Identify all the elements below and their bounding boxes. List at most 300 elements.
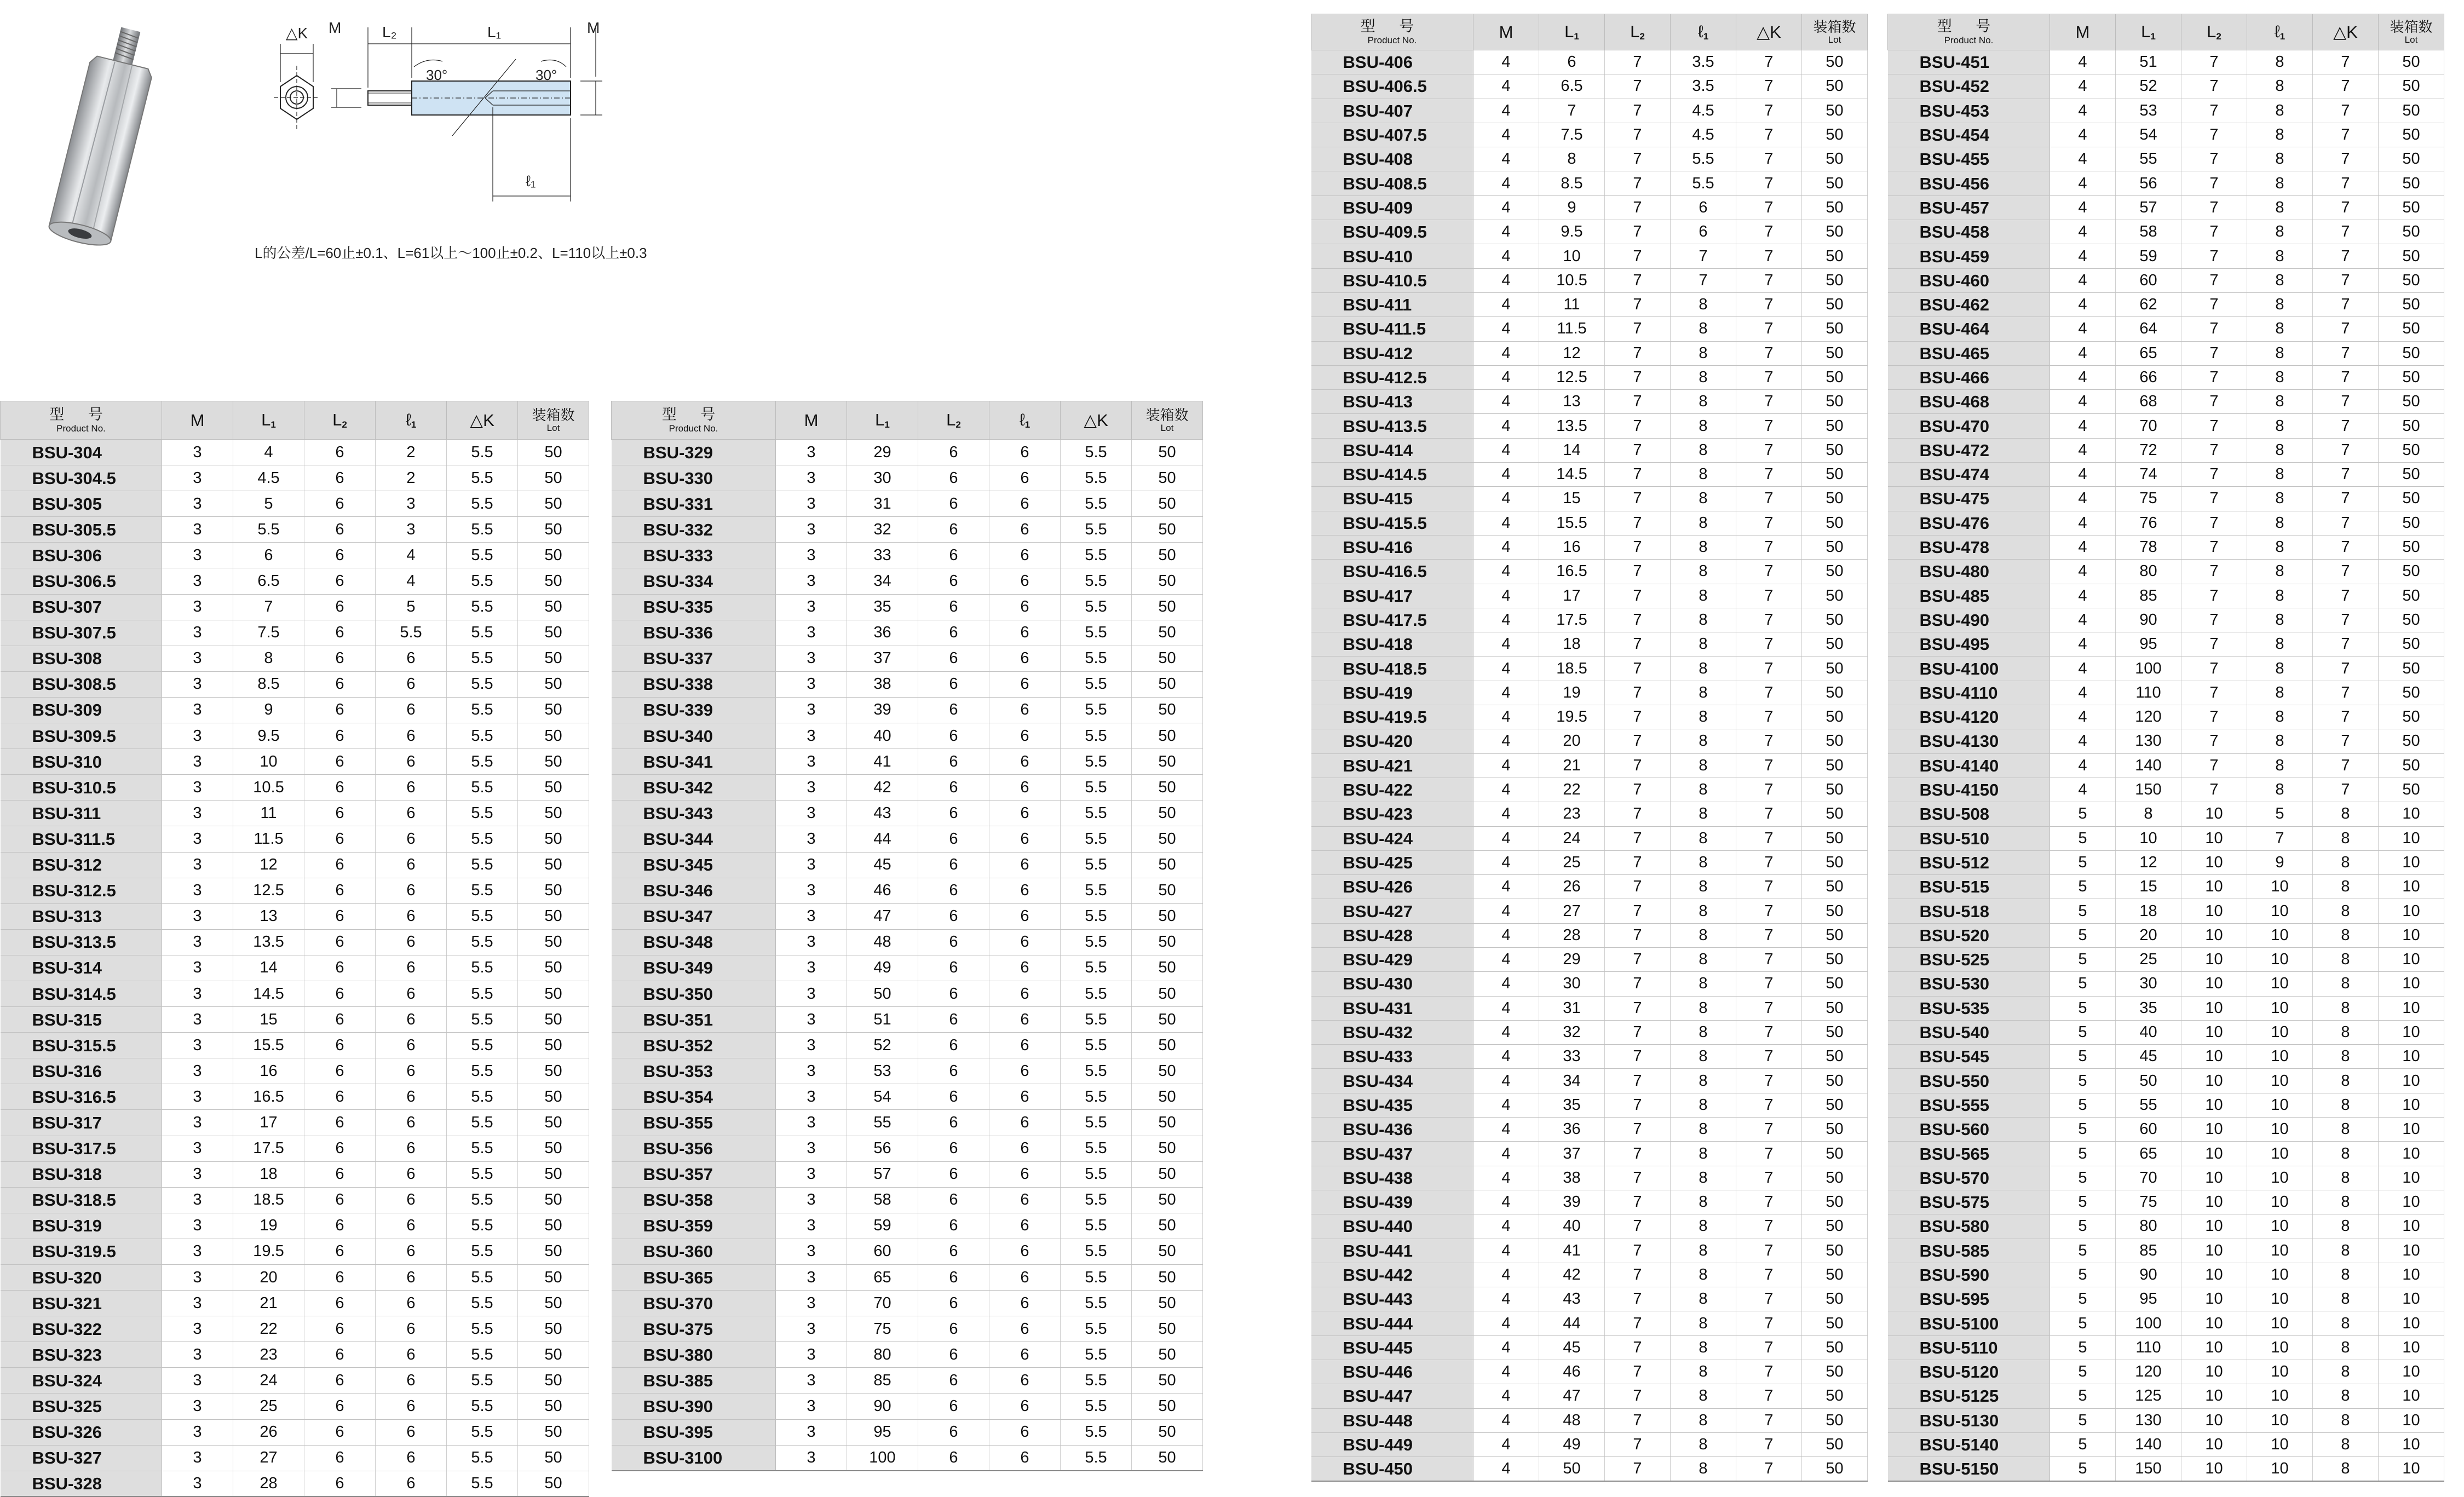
cell-product-no: BSU-334: [612, 568, 776, 594]
cell-product-no: BSU-351: [612, 1007, 776, 1033]
cell-l2: 6: [304, 1136, 376, 1161]
cell-product-no: BSU-307.5: [1, 620, 162, 646]
cell-k: 5.5: [447, 801, 518, 826]
cell-l2: 7: [2181, 463, 2247, 487]
cell-l2: 7: [1605, 487, 1671, 511]
table-row: [612, 697, 1203, 723]
cell-k: 7: [1736, 947, 1802, 971]
cell-l1: 50: [2116, 1069, 2181, 1093]
cell-ell1: 6: [376, 1187, 447, 1213]
cell-lot: 50: [518, 1213, 589, 1239]
header-lot: 装箱数 Lot: [518, 401, 589, 440]
cell-lot: 50: [1802, 705, 1868, 729]
cell-m: 4: [1473, 195, 1539, 220]
cell-l2: 10: [2181, 1263, 2247, 1287]
cell-m: 5: [2050, 1166, 2116, 1190]
cell-l2: 6: [304, 903, 376, 929]
cell-ell1: 10: [2247, 1360, 2313, 1384]
cell-l1: 33: [847, 543, 918, 568]
cell-l2: 7: [1605, 875, 1671, 899]
cell-k: 5.5: [1061, 465, 1132, 491]
cell-l2: 6: [304, 1110, 376, 1136]
cell-l1: 140: [2116, 1432, 2181, 1456]
cell-ell1: 6: [989, 1239, 1061, 1264]
cell-l1: 38: [847, 671, 918, 697]
cell-l1: 25: [1539, 850, 1605, 874]
cell-product-no: BSU-410: [1311, 244, 1473, 268]
table-row: [612, 1084, 1203, 1110]
cell-l1: 43: [1539, 1287, 1605, 1311]
label-k: △K: [286, 25, 308, 42]
cell-lot: 50: [518, 1136, 589, 1161]
cell-ell1: 8: [2247, 729, 2313, 753]
cell-lot: 50: [1132, 981, 1203, 1006]
cell-lot: 50: [2379, 560, 2444, 584]
table-row: [1311, 1239, 1868, 1263]
cell-m: 4: [2050, 463, 2116, 487]
cell-k: 5.5: [447, 1058, 518, 1084]
cell-l1: 100: [2116, 657, 2181, 681]
cell-l2: 10: [2181, 802, 2247, 826]
cell-m: 3: [162, 1084, 233, 1110]
cell-product-no: BSU-525: [1888, 947, 2050, 971]
cell-ell1: 6: [989, 543, 1061, 568]
cell-l2: 7: [2181, 414, 2247, 438]
cell-m: 5: [2050, 1287, 2116, 1311]
cell-m: 3: [162, 981, 233, 1006]
table-row: [612, 465, 1203, 491]
cell-ell1: 10: [2247, 1432, 2313, 1456]
cell-lot: 50: [1132, 1136, 1203, 1161]
cell-k: 7: [1736, 317, 1802, 341]
cell-k: 5.5: [1061, 903, 1132, 929]
cell-ell1: 8: [1671, 875, 1736, 899]
cell-ell1: 6: [989, 903, 1061, 929]
cell-lot: 50: [1802, 1263, 1868, 1287]
cell-ell1: 8: [1671, 1408, 1736, 1432]
table-row: [1888, 996, 2444, 1020]
cell-ell1: 8: [1671, 414, 1736, 438]
cell-m: 3: [162, 491, 233, 517]
cell-ell1: 6: [376, 1342, 447, 1368]
cell-l1: 7.5: [1539, 123, 1605, 147]
cell-l2: 7: [2181, 74, 2247, 99]
cell-lot: 50: [518, 697, 589, 723]
cell-product-no: BSU-459: [1888, 244, 2050, 268]
cell-m: 5: [2050, 923, 2116, 947]
cell-l2: 6: [918, 878, 989, 903]
cell-m: 5: [2050, 1457, 2116, 1481]
header-l1: $L_1$: [233, 401, 304, 440]
cell-ell1: 8: [2247, 123, 2313, 147]
cell-l2: 7: [2181, 292, 2247, 316]
cell-ell1: 5: [2247, 802, 2313, 826]
cell-lot: 50: [1802, 123, 1868, 147]
cell-l1: 9.5: [1539, 220, 1605, 244]
cell-m: 3: [776, 878, 847, 903]
cell-product-no: BSU-443: [1311, 1287, 1473, 1311]
cell-ell1: 8: [1671, 778, 1736, 802]
cell-lot: 50: [1132, 543, 1203, 568]
cell-l2: 6: [304, 1239, 376, 1264]
product-photo: [44, 22, 164, 252]
cell-m: 4: [1473, 705, 1539, 729]
table-row: [1311, 1432, 1868, 1456]
cell-l1: 54: [847, 1084, 918, 1110]
cell-m: 4: [1473, 1190, 1539, 1214]
cell-product-no: BSU-395: [612, 1419, 776, 1445]
table-row: [1311, 850, 1868, 874]
cell-product-no: BSU-322: [1, 1316, 162, 1342]
cell-l1: 75: [2116, 487, 2181, 511]
cell-k: 5.5: [1061, 929, 1132, 955]
cell-l2: 7: [2181, 778, 2247, 802]
cell-ell1: 6: [376, 1136, 447, 1161]
cell-m: 3: [162, 723, 233, 749]
table-row: [612, 671, 1203, 697]
cell-m: 5: [2050, 1093, 2116, 1117]
table-row: [1888, 1118, 2444, 1142]
table-row: [612, 955, 1203, 981]
cell-m: 5: [2050, 996, 2116, 1020]
cell-ell1: 4.5: [1671, 99, 1736, 123]
table-row: [1888, 778, 2444, 802]
cell-k: 5.5: [1061, 981, 1132, 1006]
cell-product-no: BSU-319.5: [1, 1239, 162, 1264]
cell-l2: 7: [1605, 1142, 1671, 1166]
cell-l2: 10: [2181, 1093, 2247, 1117]
cell-m: 4: [1473, 511, 1539, 535]
cell-ell1: 2: [376, 440, 447, 465]
cell-l1: 57: [2116, 195, 2181, 220]
cell-k: 5.5: [447, 1213, 518, 1239]
cell-lot: 50: [1802, 947, 1868, 971]
cell-m: 5: [2050, 1069, 2116, 1093]
cell-product-no: BSU-426: [1311, 875, 1473, 899]
cell-m: 3: [776, 801, 847, 826]
cell-m: 3: [162, 1136, 233, 1161]
table-row: [1888, 244, 2444, 268]
cell-lot: 50: [2379, 414, 2444, 438]
cell-product-no: BSU-5140: [1888, 1432, 2050, 1456]
cell-k: 7: [2313, 171, 2379, 195]
cell-l1: 15.5: [1539, 511, 1605, 535]
cell-k: 8: [2313, 1020, 2379, 1044]
cell-l2: 10: [2181, 875, 2247, 899]
cell-lot: 50: [1802, 923, 1868, 947]
cell-l2: 10: [2181, 1335, 2247, 1360]
cell-lot: 50: [1802, 220, 1868, 244]
cell-l1: 15: [233, 1007, 304, 1033]
cell-lot: 10: [2379, 996, 2444, 1020]
table-row: [1888, 753, 2444, 778]
cell-k: 5.5: [1061, 1110, 1132, 1136]
cell-lot: 50: [1132, 1187, 1203, 1213]
cell-k: 5.5: [1061, 620, 1132, 646]
cell-l2: 6: [918, 1058, 989, 1084]
cell-l2: 6: [304, 1342, 376, 1368]
cell-l1: 120: [2116, 705, 2181, 729]
cell-product-no: BSU-470: [1888, 414, 2050, 438]
cell-l2: 10: [2181, 1020, 2247, 1044]
table-row: [1, 671, 589, 697]
cell-l2: 6: [918, 568, 989, 594]
cell-l2: 7: [1605, 365, 1671, 389]
cell-k: 8: [2313, 1093, 2379, 1117]
cell-l2: 7: [2181, 365, 2247, 389]
cell-k: 5.5: [1061, 723, 1132, 749]
cell-lot: 50: [518, 852, 589, 878]
cell-l1: 17.5: [1539, 608, 1605, 632]
cell-k: 5.5: [1061, 1058, 1132, 1084]
header-lot: 装箱数 Lot: [1132, 401, 1203, 440]
table-row: [1888, 1020, 2444, 1044]
cell-l1: 26: [1539, 875, 1605, 899]
cell-product-no: BSU-5130: [1888, 1408, 2050, 1432]
table-row: [1311, 947, 1868, 971]
table-row: [1888, 632, 2444, 657]
header-l2: $L_2$: [918, 401, 989, 440]
cell-l1: 51: [847, 1007, 918, 1033]
cell-k: 5.5: [447, 646, 518, 671]
cell-product-no: BSU-575: [1888, 1190, 2050, 1214]
cell-product-no: BSU-480: [1888, 560, 2050, 584]
cell-m: 3: [162, 775, 233, 801]
cell-l2: 7: [1605, 947, 1671, 971]
cell-k: 8: [2313, 1045, 2379, 1069]
cell-k: 7: [2313, 729, 2379, 753]
cell-l2: 7: [1605, 1045, 1671, 1069]
cell-l1: 60: [2116, 268, 2181, 292]
cell-lot: 50: [1802, 632, 1868, 657]
table-row: [1311, 996, 1868, 1020]
cell-ell1: 8: [2247, 268, 2313, 292]
table-row: [1888, 1384, 2444, 1408]
cell-lot: 50: [1132, 491, 1203, 517]
cell-product-no: BSU-311: [1, 801, 162, 826]
cell-product-no: BSU-495: [1888, 632, 2050, 657]
cell-product-no: BSU-360: [612, 1239, 776, 1264]
table-row: [1311, 463, 1868, 487]
cell-m: 3: [776, 1394, 847, 1419]
cell-l1: 90: [847, 1394, 918, 1419]
table-row: [1311, 681, 1868, 705]
cell-lot: 50: [518, 620, 589, 646]
cell-m: 5: [2050, 1311, 2116, 1335]
cell-ell1: 4: [376, 568, 447, 594]
cell-product-no: BSU-429: [1311, 947, 1473, 971]
cell-m: 4: [1473, 1239, 1539, 1263]
table-row: [1, 801, 589, 826]
cell-k: 7: [1736, 972, 1802, 996]
cell-m: 4: [1473, 1457, 1539, 1481]
cell-l1: 30: [2116, 972, 2181, 996]
cell-product-no: BSU-338: [612, 671, 776, 697]
cell-m: 4: [2050, 244, 2116, 268]
cell-product-no: BSU-465: [1888, 341, 2050, 365]
cell-m: 4: [2050, 657, 2116, 681]
table-row: [1, 1291, 589, 1316]
cell-l2: 6: [918, 903, 989, 929]
table-header-row: [1311, 14, 1868, 50]
cell-ell1: 6: [989, 955, 1061, 981]
cell-lot: 10: [2379, 1457, 2444, 1481]
cell-product-no: BSU-354: [612, 1084, 776, 1110]
cell-k: 5.5: [1061, 749, 1132, 775]
cell-product-no: BSU-408: [1311, 147, 1473, 171]
cell-k: 7: [2313, 50, 2379, 74]
cell-ell1: 8: [2247, 657, 2313, 681]
cell-lot: 50: [1132, 671, 1203, 697]
table-row: [1888, 972, 2444, 996]
cell-l2: 7: [1605, 1360, 1671, 1384]
cell-m: 3: [776, 543, 847, 568]
cell-m: 4: [1473, 1263, 1539, 1287]
cell-k: 7: [1736, 996, 1802, 1020]
cell-ell1: 9: [2247, 850, 2313, 874]
cell-l2: 7: [1605, 414, 1671, 438]
cell-m: 3: [162, 1239, 233, 1264]
table-row: [1, 775, 589, 801]
table-row: [1888, 1214, 2444, 1239]
table-row: [1, 491, 589, 517]
cell-m: 3: [776, 1419, 847, 1445]
cell-l2: 10: [2181, 899, 2247, 923]
cell-ell1: 6: [989, 1419, 1061, 1445]
cell-k: 8: [2313, 1118, 2379, 1142]
cell-l2: 7: [1605, 99, 1671, 123]
cell-l2: 7: [1605, 972, 1671, 996]
cell-l1: 39: [1539, 1190, 1605, 1214]
cell-l2: 7: [2181, 560, 2247, 584]
cell-l2: 6: [918, 1007, 989, 1033]
cell-lot: 50: [518, 1265, 589, 1291]
cell-lot: 50: [2379, 317, 2444, 341]
cell-l1: 30: [1539, 972, 1605, 996]
cell-k: 8: [2313, 1360, 2379, 1384]
cell-ell1: 6: [376, 775, 447, 801]
label-l2: L₂: [382, 24, 397, 41]
cell-lot: 50: [1132, 1445, 1203, 1471]
cell-product-no: BSU-315.5: [1, 1033, 162, 1058]
cell-l1: 28: [1539, 923, 1605, 947]
cell-ell1: 6: [989, 749, 1061, 775]
cell-ell1: 10: [2247, 1457, 2313, 1481]
cell-product-no: BSU-413: [1311, 390, 1473, 414]
cell-m: 4: [1473, 1311, 1539, 1335]
cell-m: 4: [2050, 414, 2116, 438]
cell-l1: 38: [1539, 1166, 1605, 1190]
table-row: [1888, 923, 2444, 947]
cell-m: 4: [1473, 608, 1539, 632]
cell-l2: 7: [2181, 608, 2247, 632]
table-row: [1888, 875, 2444, 899]
spec-table-4: [1887, 14, 2444, 1482]
cell-lot: 50: [1802, 1020, 1868, 1044]
cell-m: 4: [1473, 292, 1539, 316]
cell-m: 3: [776, 1213, 847, 1239]
table-row: [1311, 1020, 1868, 1044]
cell-ell1: 6: [989, 491, 1061, 517]
cell-ell1: 6: [376, 1213, 447, 1239]
cell-m: 3: [776, 568, 847, 594]
cell-lot: 10: [2379, 1360, 2444, 1384]
cell-product-no: BSU-436: [1311, 1118, 1473, 1142]
cell-lot: 50: [518, 543, 589, 568]
cell-ell1: 8: [1671, 657, 1736, 681]
cell-m: 4: [2050, 560, 2116, 584]
table-row: [1888, 74, 2444, 99]
cell-lot: 50: [1802, 511, 1868, 535]
table-row: [1311, 657, 1868, 681]
cell-m: 3: [776, 440, 847, 465]
cell-l1: 48: [847, 929, 918, 955]
table-row: [1311, 50, 1868, 74]
table-row: [1311, 74, 1868, 99]
cell-l1: 37: [1539, 1142, 1605, 1166]
cell-k: 8: [2313, 826, 2379, 850]
cell-l1: 51: [2116, 50, 2181, 74]
cell-ell1: 6: [989, 826, 1061, 852]
cell-l2: 6: [304, 801, 376, 826]
cell-lot: 50: [1802, 802, 1868, 826]
cell-l2: 6: [304, 1394, 376, 1419]
cell-m: 3: [162, 671, 233, 697]
cell-l1: 44: [847, 826, 918, 852]
cell-lot: 50: [1802, 438, 1868, 462]
cell-lot: 10: [2379, 1142, 2444, 1166]
cell-product-no: BSU-313.5: [1, 929, 162, 955]
cell-l2: 7: [1605, 341, 1671, 365]
cell-l2: 6: [304, 1265, 376, 1291]
cell-m: 5: [2050, 1335, 2116, 1360]
cell-product-no: BSU-449: [1311, 1432, 1473, 1456]
cell-m: 3: [776, 852, 847, 878]
cell-lot: 50: [518, 1058, 589, 1084]
cell-l2: 6: [918, 1316, 989, 1342]
cell-ell1: 8: [1671, 584, 1736, 608]
cell-l1: 18.5: [233, 1187, 304, 1213]
cell-ell1: 10: [2247, 1384, 2313, 1408]
cell-l1: 40: [2116, 1020, 2181, 1044]
cell-m: 5: [2050, 1214, 2116, 1239]
cell-l1: 39: [847, 697, 918, 723]
table-row: [1, 465, 589, 491]
cell-l2: 6: [304, 1084, 376, 1110]
cell-k: 7: [1736, 1263, 1802, 1287]
header-l2: $L_2$: [1605, 14, 1671, 50]
cell-l2: 6: [918, 955, 989, 981]
cell-k: 7: [2313, 778, 2379, 802]
cell-product-no: BSU-324: [1, 1368, 162, 1394]
cell-m: 5: [2050, 1263, 2116, 1287]
cell-l2: 7: [1605, 729, 1671, 753]
cell-l1: 120: [2116, 1360, 2181, 1384]
cell-k: 7: [1736, 1190, 1802, 1214]
table-row: [612, 1316, 1203, 1342]
cell-k: 5.5: [1061, 594, 1132, 620]
cell-ell1: 6: [376, 955, 447, 981]
table-row: [1311, 923, 1868, 947]
cell-l2: 6: [304, 852, 376, 878]
cell-k: 7: [1736, 1432, 1802, 1456]
cell-ell1: 8: [1671, 1020, 1736, 1044]
cell-lot: 50: [1132, 620, 1203, 646]
table-row: [1888, 947, 2444, 971]
cell-m: 4: [1473, 1214, 1539, 1239]
cell-m: 4: [1473, 99, 1539, 123]
cell-product-no: BSU-595: [1888, 1287, 2050, 1311]
